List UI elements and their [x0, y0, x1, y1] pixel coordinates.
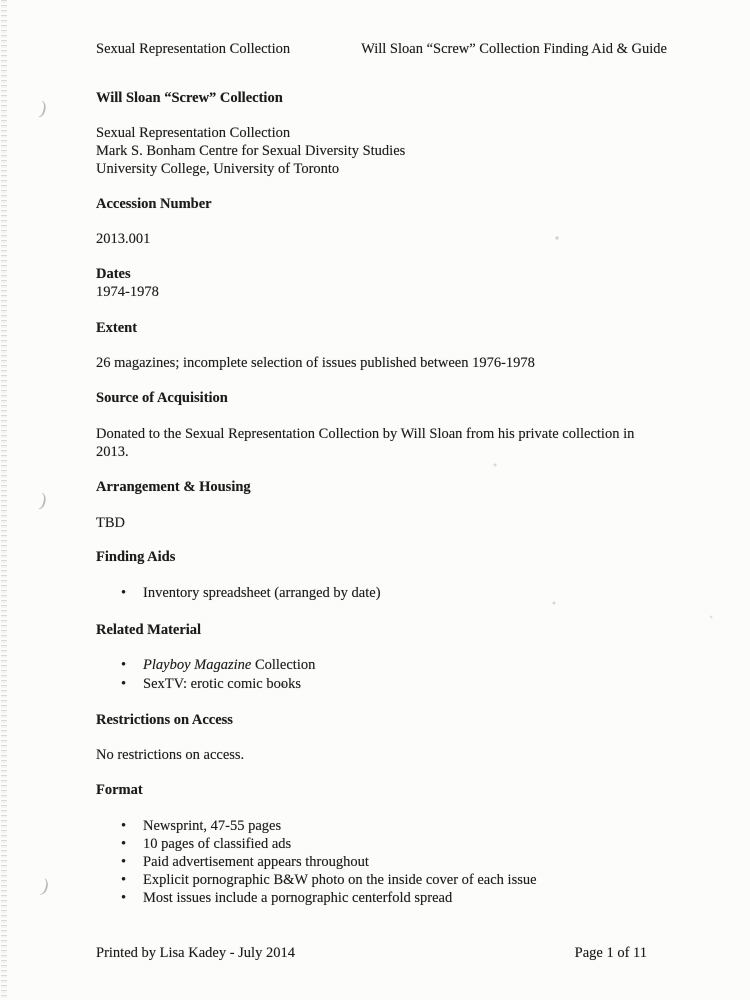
footer-page-number: Page 1 of 11 — [574, 945, 647, 961]
related-material-list-item — [96, 675, 315, 694]
pen-mark-artifact: ) — [37, 489, 49, 512]
extent-heading: Extent — [96, 320, 138, 336]
format-list-item: • Explicit pornographic B&W photo on the inside cover of each issue — [96, 871, 537, 889]
related-item-text: SexTV: erotic comic books — [143, 676, 301, 692]
pen-mark-artifact: ) — [37, 97, 49, 120]
acquisition-line-2: 2013. — [96, 444, 129, 460]
footer-printed-by: Printed by Lisa Kadey - July 2014 — [96, 945, 295, 961]
running-header-right: Will Sloan “Screw” Collection Finding Aid & Guide — [361, 41, 667, 57]
format-list-item: • Newsprint, 47-55 pages — [96, 817, 537, 835]
acquisition-line-1: Donated to the Sexual Representation Collection by Will Sloan from his private collection in — [96, 426, 635, 442]
extent-value: 26 magazines; incomplete selection of issues published between 1976-1978 — [96, 355, 535, 371]
related-material-heading: Related Material — [96, 622, 202, 638]
left-edge-scan-artifact — [1, 0, 7, 1000]
scan-speck-artifacts — [0, 0, 2, 2]
format-list-item: • 10 pages of classified ads — [96, 835, 537, 853]
running-header-left: Sexual Representation Collection — [96, 41, 291, 57]
format-list-item: • Most issues include a pornographic centerfold spread — [96, 889, 537, 907]
finding-aids-heading: Finding Aids — [96, 549, 176, 565]
related-item-italic-title: Playboy Magazine — [143, 657, 252, 673]
accession-number-heading: Accession Number — [96, 196, 212, 212]
restrictions-value: No restrictions on access. — [96, 747, 245, 763]
related-material-list-item — [96, 656, 315, 675]
acquisition-heading: Source of Acquisition — [96, 390, 228, 406]
org-line-university: University College, University of Toronto — [96, 161, 340, 177]
finding-aids-list-item: • Inventory spreadsheet (arranged by date) — [96, 584, 381, 602]
accession-number-value: 2013.001 — [96, 231, 151, 247]
related-item-text: Collection — [251, 657, 316, 673]
format-list-item: • Paid advertisement appears throughout — [96, 853, 537, 871]
org-line-collection: Sexual Representation Collection — [96, 125, 291, 141]
arrangement-value: TBD — [96, 515, 125, 531]
arrangement-heading: Arrangement & Housing — [96, 479, 251, 495]
format-list — [96, 817, 537, 907]
pen-mark-artifact: ) — [39, 875, 52, 898]
dates-heading: Dates — [96, 266, 131, 282]
restrictions-heading: Restrictions on Access — [96, 712, 233, 728]
format-heading: Format — [96, 782, 143, 798]
org-line-centre: Mark S. Bonham Centre for Sexual Diversity Studies — [96, 143, 406, 159]
document-title: Will Sloan “Screw” Collection — [96, 90, 283, 106]
dates-value: 1974-1978 — [96, 284, 159, 300]
finding-aids-list — [96, 584, 381, 602]
related-material-list — [96, 656, 315, 694]
